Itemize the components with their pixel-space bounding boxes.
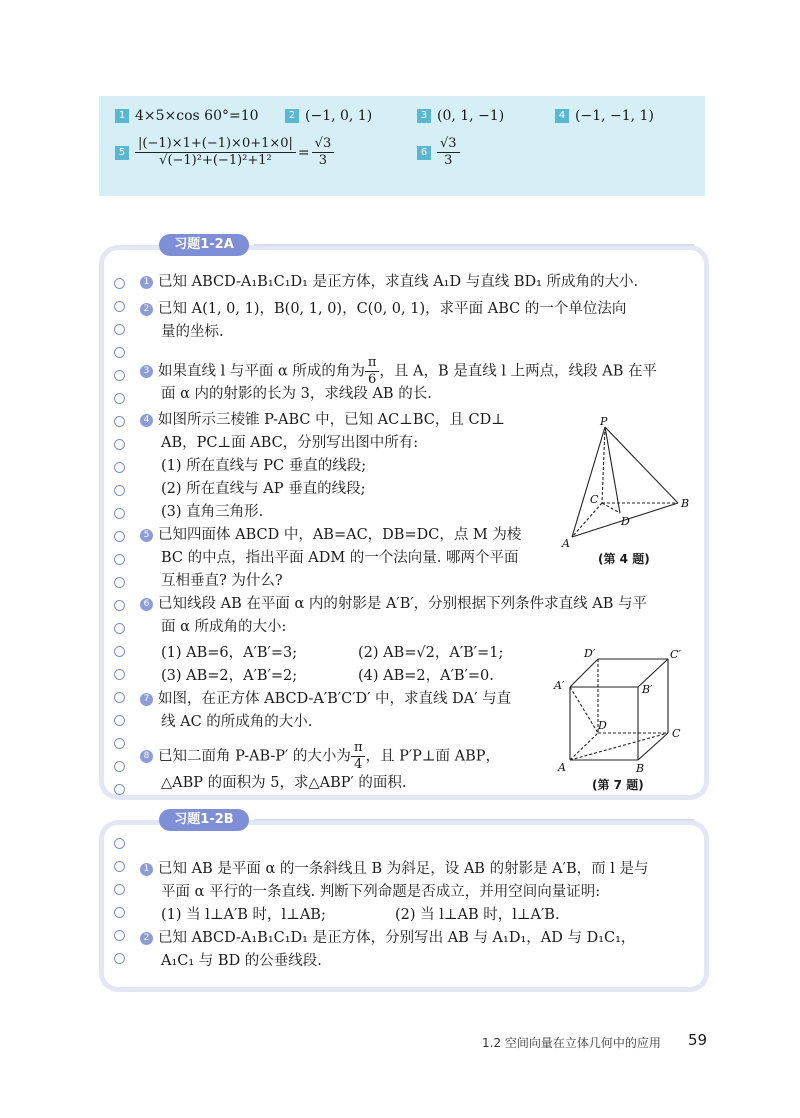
question-a5-line3: 互相垂直? 为什么? <box>161 573 283 589</box>
answer-4 <box>555 108 654 124</box>
answer-3 <box>417 108 504 124</box>
fraction-numerator: |(−1)×1+(−1)×0+1×0| <box>135 136 296 153</box>
binding-ring <box>114 907 125 918</box>
question-number: 1 <box>140 863 153 876</box>
footer-section-title: 1.2 空间向量在立体几何中的应用 <box>482 1036 661 1050</box>
answer-1 <box>115 108 259 124</box>
binding-ring <box>114 347 125 358</box>
diagonal-ap-d <box>570 687 598 733</box>
question-number: 4 <box>140 414 153 427</box>
binding-ring <box>114 884 125 895</box>
figure-4-caption: (第 4 题) <box>598 552 650 566</box>
question-text: 已知 AB 是平面 α 的一条斜线且 B 为斜足，设 AB 的射影是 A′B，而 l 是与 <box>158 861 649 877</box>
label-d: D <box>598 719 607 732</box>
fraction-numerator: π <box>351 740 366 757</box>
question-a8 <box>140 740 500 773</box>
question-a4-line3: (1) 所在直线与 PC 垂直的线段; <box>161 458 367 474</box>
binding-ring <box>114 861 125 872</box>
label-d-prime: D′ <box>584 647 596 660</box>
question-a6-case4: (4) AB=2，A′B′=0. <box>358 668 494 684</box>
binding-ring <box>114 278 125 289</box>
question-a4 <box>140 410 505 430</box>
question-a4-line5: (3) 直角三角形. <box>161 504 264 520</box>
question-a4-line2: AB，PC⊥面 ABC，分别写出图中所有: <box>161 435 419 451</box>
label-a: A <box>558 761 566 774</box>
question-text: ，且 P′P⊥面 ABP， <box>365 748 501 765</box>
edge-cd <box>602 503 620 513</box>
binding-ring <box>114 554 125 565</box>
answer-number-badge: 4 <box>555 109 569 123</box>
binding-ring <box>114 761 125 772</box>
binding-ring <box>114 531 125 542</box>
answer-box <box>99 96 705 196</box>
fraction-denominator: 3 <box>444 153 453 168</box>
label-c: C <box>672 727 681 740</box>
question-a6-line2: 面 α 所成角的大小: <box>161 619 287 635</box>
label-d: D <box>621 515 630 528</box>
question-number: 2 <box>140 303 153 316</box>
label-b: B <box>636 762 645 775</box>
binding-ring <box>114 646 125 657</box>
answer-text: 4×5×cos 60°=10 <box>135 108 259 124</box>
edge-pc <box>602 427 605 503</box>
question-a3-cont: 面 α 内的射影的长为 3，求线段 AB 的长. <box>161 386 432 402</box>
binding-ring <box>114 577 125 588</box>
binding-ring <box>114 485 125 496</box>
answer-6 <box>417 136 460 169</box>
binding-ring <box>114 930 125 941</box>
angle-fraction <box>351 740 366 773</box>
question-number: 6 <box>140 598 153 611</box>
label-a: A <box>562 537 570 550</box>
question-text: 已知四面体 ABCD 中，AB=AC，DB=DC，点 M 为棱 <box>158 527 522 543</box>
question-text: 已知 ABCD-A₁B₁C₁D₁ 是正方体，分别写出 AB 与 A₁D₁，AD 与 D₁C₁， <box>158 930 636 946</box>
label-b: B <box>681 497 690 510</box>
section-title-a: 习题1-2A <box>159 234 249 256</box>
fraction-denominator: 6 <box>368 372 377 387</box>
question-text: 已知 ABCD-A₁B₁C₁D₁ 是正方体，求直线 A₁D 与直线 BD₁ 所成角的大小. <box>158 274 639 290</box>
question-a4-line4: (2) 所在直线与 AP 垂直的线段; <box>161 481 366 497</box>
question-a5 <box>140 525 521 545</box>
binding-ring <box>114 715 125 726</box>
binding-ring <box>114 669 125 680</box>
fraction-numerator: √3 <box>437 136 460 153</box>
question-text: 已知二面角 P-AB-P′ 的大小为 <box>158 748 351 765</box>
figure-7-cube <box>550 645 700 775</box>
binding-ring <box>114 439 125 450</box>
fraction-denominator: √(−1)²+(−1)²+1² <box>159 153 272 168</box>
question-b1 <box>140 859 648 879</box>
label-a-prime: A′ <box>554 679 565 692</box>
label-c: C <box>590 493 599 506</box>
question-a2-cont: 量的坐标. <box>161 324 224 340</box>
question-a7 <box>140 689 511 709</box>
tab-divider <box>254 819 694 821</box>
question-text: 如图所示三棱锥 P-ABC 中，已知 AC⊥BC，且 CD⊥ <box>158 412 505 428</box>
answer-number-badge: 3 <box>417 109 431 123</box>
question-number: 1 <box>140 276 153 289</box>
fraction-numerator: π <box>365 355 380 372</box>
answer-text: (0, 1, −1) <box>437 108 505 124</box>
question-number: 2 <box>140 932 153 945</box>
section-title-b: 习题1-2B <box>159 809 249 831</box>
edge-pa <box>572 427 605 537</box>
question-number: 5 <box>140 529 153 542</box>
binding-ring <box>114 738 125 749</box>
tab-divider <box>254 244 694 246</box>
binding-ring <box>114 393 125 404</box>
question-b2 <box>140 928 635 948</box>
answer-text: (−1, 0, 1) <box>305 108 373 124</box>
binding-ring <box>114 370 125 381</box>
answer-fraction <box>437 136 460 169</box>
answer-number-badge: 6 <box>417 146 431 160</box>
binding-ring <box>114 324 125 335</box>
answer-5 <box>115 136 334 169</box>
binding-ring <box>114 462 125 473</box>
question-a6 <box>140 594 647 614</box>
question-b1-case2: (2) 当 l⊥AB 时，l⊥A′B. <box>395 907 560 923</box>
question-number: 7 <box>140 693 153 706</box>
answer-result-fraction <box>312 136 335 169</box>
answer-text: (−1, −1, 1) <box>575 108 654 124</box>
question-number: 8 <box>140 750 153 763</box>
edge-a-d <box>570 733 598 760</box>
answer-fraction <box>135 136 296 169</box>
question-number: 3 <box>140 365 153 378</box>
question-a7-line2: 线 AC 的所成角的大小. <box>161 714 313 730</box>
edge-ap-dp <box>570 659 598 687</box>
binding-ring <box>114 416 125 427</box>
question-a1 <box>140 272 638 292</box>
question-a8-line2: △ABP 的面积为 5，求△ABP′ 的面积. <box>161 775 407 791</box>
question-text: 已知 A(1, 0, 1)，B(0, 1, 0)，C(0, 0, 1)，求平面 ABC 的一个单位法向 <box>158 301 627 317</box>
page-number: 59 <box>688 1031 708 1049</box>
binding-ring <box>114 692 125 703</box>
question-text: ，且 A，B 是直线 l 上两点，线段 AB 在平 <box>379 363 657 380</box>
answer-number-badge: 1 <box>115 109 129 123</box>
question-text: 已知线段 AB 在平面 α 内的射影是 A′B′，分别根据下列条件求直线 AB 与平 <box>158 596 648 612</box>
label-c-prime: C′ <box>670 648 681 661</box>
binding-ring <box>114 953 125 964</box>
fraction-numerator: √3 <box>312 136 335 153</box>
answer-number-badge: 2 <box>285 109 299 123</box>
fraction-denominator: 4 <box>354 757 363 772</box>
binding-ring <box>114 600 125 611</box>
figure-7-caption: (第 7 题) <box>592 778 644 792</box>
question-a6-case2: (2) AB=√2，A′B′=1; <box>358 645 504 661</box>
binding-ring <box>114 784 125 795</box>
question-b1-case1: (1) 当 l⊥A′B 时，l⊥AB; <box>161 907 326 923</box>
question-b2-line2: A₁C₁ 与 BD 的公垂线段. <box>161 953 322 969</box>
label-b-prime: B′ <box>642 683 653 696</box>
answer-number-badge: 5 <box>115 146 129 160</box>
label-p: P <box>600 415 608 428</box>
equals-sign: = <box>297 144 310 161</box>
question-b1-line2: 平面 α 平行的一条直线. 判断下列命题是否成立，并用空间向量证明: <box>161 884 601 900</box>
fraction-denominator: 3 <box>318 153 328 168</box>
question-a6-case1: (1) AB=6，A′B′=3; <box>161 645 298 661</box>
binding-ring <box>114 838 125 849</box>
binding-ring <box>114 301 125 312</box>
question-text: 如图，在正方体 ABCD-A′B′C′D′ 中，求直线 DA′ 与直 <box>158 691 512 707</box>
figure-4-tetrahedron <box>560 415 700 555</box>
question-a5-line2: BC 的中点，指出平面 ADM 的一个法向量. 哪两个平面 <box>161 550 519 566</box>
binding-ring <box>114 508 125 519</box>
question-text: 如果直线 l 与平面 α 所成的角为 <box>158 363 365 380</box>
binding-ring <box>114 623 125 634</box>
question-a2 <box>140 299 626 319</box>
answer-2 <box>285 108 372 124</box>
question-a6-case3: (3) AB=2，A′B′=2; <box>161 668 298 684</box>
